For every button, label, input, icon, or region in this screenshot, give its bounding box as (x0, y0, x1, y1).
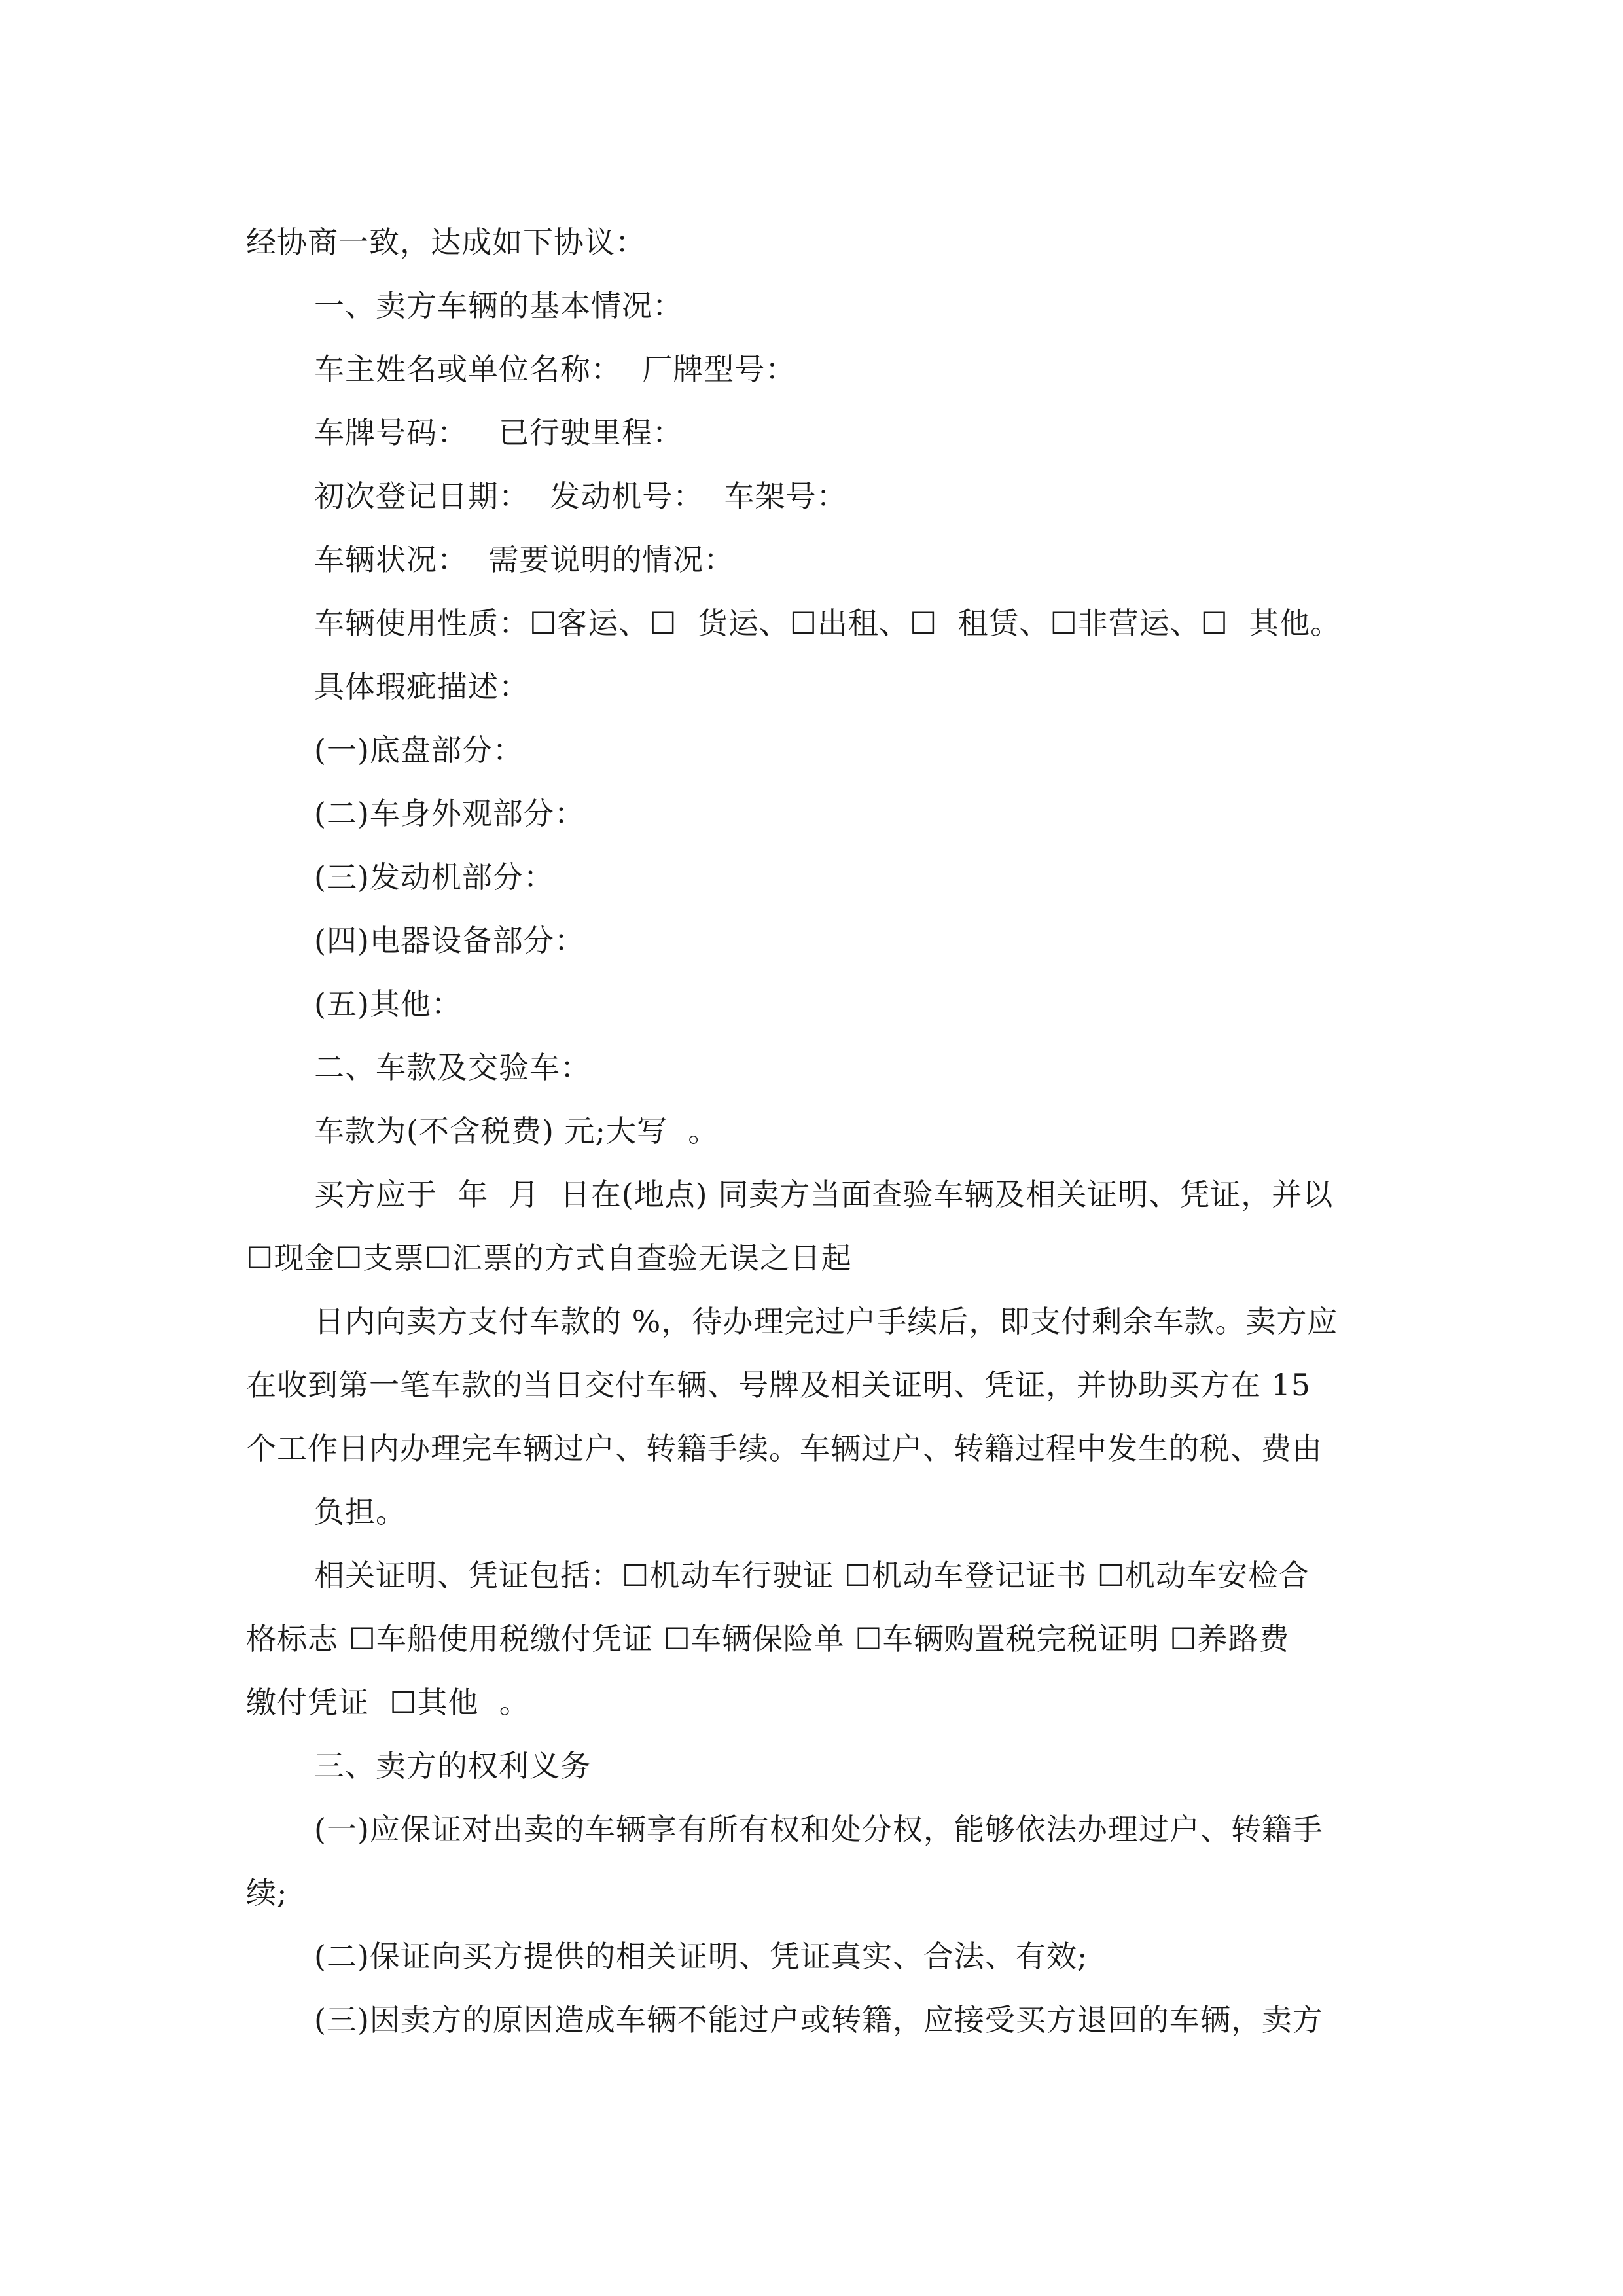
text-line-21: 负担。 (314, 1494, 406, 1530)
text-line-24: 缴付凭证 ☐其他 。 (246, 1685, 530, 1720)
text-line-3: 车主姓名或单位名称： 厂牌型号： (314, 351, 796, 387)
text-line-9: (一)底盘部分： (314, 732, 524, 768)
text-line-1: 经协商一致，达成如下协议： (246, 224, 646, 260)
text-line-28: (二)保证向买方提供的相关证明、凭证真实、合法、有效; (314, 1939, 1088, 1974)
text-line-5: 初次登记日期： 发动机号： 车架号： (314, 478, 847, 514)
text-line-13: (五)其他： (314, 986, 462, 1022)
text-line-17: ☐现金☐支票☐汇票的方式自查验无误之日起 (246, 1240, 852, 1276)
section-heading-3: 三、卖方的权利义务 (314, 1748, 591, 1784)
text-line-23: 格标志 ☐车船使用税缴付凭证 ☐车辆保险单 ☐车辆购置税完税证明 ☐养路费 (246, 1621, 1290, 1657)
document-body (246, 211, 1398, 2052)
text-line-10: (二)车身外观部分： (314, 796, 585, 831)
text-line-16: 买方应于 年 月 日在(地点) 同卖方当面查验车辆及相关证明、凭证，并以 (314, 1177, 1334, 1212)
text-line-11: (三)发动机部分： (314, 859, 554, 895)
section-heading-2: 二、车款及交验车： (314, 1050, 591, 1085)
text-line-27: 续; (246, 1875, 288, 1910)
text-line-22: 相关证明、凭证包括：☐机动车行驶证 ☐机动车登记证书 ☐机动车安检合 (314, 1558, 1310, 1593)
text-line-29: (三)因卖方的原因造成车辆不能过户或转籍，应接受买方退回的车辆，卖方 (314, 2002, 1323, 2037)
text-line-26: (一)应保证对出卖的车辆享有所有权和处分权，能够依法办理过户、转籍手 (314, 1812, 1323, 1847)
text-line-6: 车辆状况： 需要说明的情况： (314, 542, 735, 577)
text-line-12: (四)电器设备部分： (314, 923, 585, 958)
text-line-7: 车辆使用性质：☐客运、☐ 货运、☐出租、☐ 租赁、☐非营运、☐ 其他。 (314, 605, 1342, 641)
text-line-19: 在收到第一笔车款的当日交付车辆、号牌及相关证明、凭证，并协助买方在 15 (246, 1367, 1311, 1403)
text-line-15: 车款为(不含税费) 元;大写 。 (314, 1113, 719, 1149)
text-line-18: 日内向卖方支付车款的 %，待办理完过户手续后，即支付剩余车款。卖方应 (314, 1304, 1338, 1339)
text-line-8: 具体瑕疵描述： (314, 669, 529, 704)
section-heading-1: 一、卖方车辆的基本情况： (314, 288, 683, 323)
text-line-20: 个工作日内办理完车辆过户、转籍手续。车辆过户、转籍过程中发生的税、费由 (246, 1431, 1323, 1466)
text-line-4: 车牌号码： 已行驶里程： (314, 415, 683, 450)
